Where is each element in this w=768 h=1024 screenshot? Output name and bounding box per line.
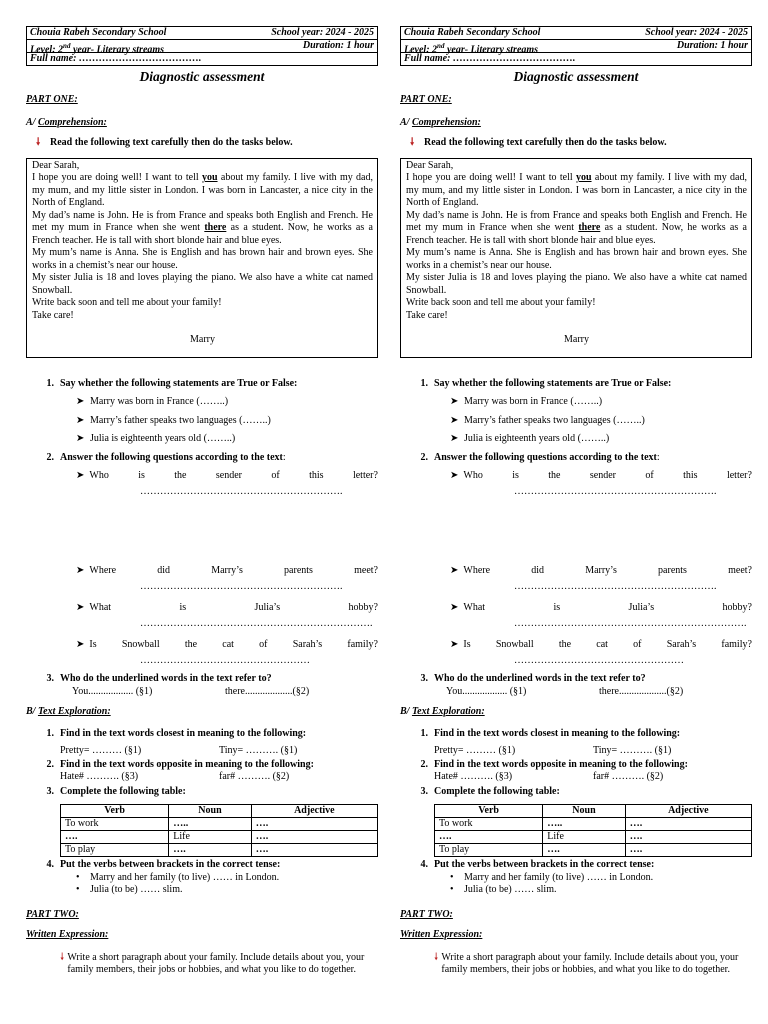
- table-row: [435, 831, 752, 844]
- table-header: Verb: [435, 805, 543, 818]
- arrow-right-icon: ➤: [76, 433, 85, 444]
- arrow-right-icon: ➤: [76, 602, 85, 613]
- question-1: 1. Say whether the following statements are True or False:: [46, 377, 298, 389]
- header-box: [400, 26, 752, 66]
- duration: Duration: 1 hour: [676, 40, 748, 51]
- part-two-heading: PART TWO:: [26, 908, 79, 920]
- school-name: Chouia Rabeh Secondary School: [404, 27, 541, 38]
- table-header: Noun: [169, 805, 251, 818]
- table-header: Noun: [543, 805, 625, 818]
- instruction: 🠗 Read the following text carefully then do the tasks below.: [410, 137, 667, 148]
- text-exploration-heading: B/ Text Exploration:: [400, 706, 485, 717]
- letter-box: Dear Sarah, I hope you are doing well! I want to tell you about my family. I live with my dad, my mum, and my little sister in London. I was born in Lancaster, a nice city in the North of England. My dad’s name is John. He is from France and speaks both English and French. He met my mum in France when she went there as a student. Now, he works as a French teacher. He is tall with short blonde hair and blue eyes. My mum’s name is Anna. She is English and has brown hair and brown eyes. She works in a chemist’s near our house. My sister Julia is 18 and loves playing the piano. We also have a white cat named Snowball. Write back soon and tell me about your family! Take care! Marry: [26, 158, 378, 358]
- list-item: • Julia (to be) …… slim.: [76, 884, 183, 895]
- question-item: ➤ Where did Marry’s parents meet?: [450, 565, 752, 576]
- table-row: [435, 844, 752, 857]
- question-1: 1. Say whether the following statements are True or False:: [420, 377, 672, 389]
- answer-line[interactable]: …………………………………………………….: [514, 580, 717, 592]
- full-name-field[interactable]: Full name: ……………………………….: [404, 53, 576, 64]
- list-item: • Marry and her family (to live) …… in London.: [450, 871, 654, 883]
- page-title: Diagnostic assessment: [139, 69, 265, 84]
- table-cell: To work: [435, 818, 543, 831]
- table-header: Verb: [61, 805, 169, 818]
- arrow-bullet-icon: 🠗: [60, 951, 65, 963]
- bullet-icon: •: [76, 884, 80, 895]
- arrow-right-icon: ➤: [76, 565, 85, 576]
- arrow-right-icon: ➤: [76, 396, 85, 407]
- arrow-bullet-icon: 🠗: [36, 137, 41, 148]
- question-item: ➤ What is Julia’s hobby?: [450, 602, 752, 613]
- statement-item: ➤ Marry was born in France (……..): [76, 396, 229, 407]
- part-one-heading: PART ONE:: [400, 94, 452, 105]
- part-two-heading: PART TWO:: [400, 908, 453, 920]
- written-expression-heading: Written Expression:: [400, 929, 483, 940]
- instruction: 🠗 Read the following text carefully then do the tasks below.: [36, 137, 293, 148]
- table-cell: To play: [435, 844, 543, 857]
- arrow-right-icon: ➤: [450, 470, 459, 481]
- arrow-bullet-icon: 🠗: [410, 137, 415, 148]
- table-cell[interactable]: ….: [435, 831, 543, 844]
- answer-line[interactable]: …………………………………………………….: [140, 485, 343, 497]
- written-expression-heading: Written Expression:: [26, 929, 109, 940]
- arrow-bullet-icon: 🠗: [434, 951, 439, 963]
- table-header: Adjective: [251, 805, 377, 818]
- word-table: [60, 804, 378, 857]
- table-cell[interactable]: ….: [625, 844, 751, 857]
- statement-item: ➤ Julia is eighteenth years old (……..): [450, 433, 610, 444]
- table-cell[interactable]: ….: [625, 818, 751, 831]
- question-item: ➤ Who is the sender of this letter?: [76, 470, 378, 481]
- answer-line[interactable]: …………………………………………………………….: [514, 617, 747, 629]
- signature: Marry: [190, 334, 215, 345]
- answer-line[interactable]: ……………………………………………: [140, 654, 310, 666]
- table-cell[interactable]: ….: [251, 818, 377, 831]
- table-cell: Life: [169, 831, 251, 844]
- arrow-right-icon: ➤: [450, 396, 459, 407]
- arrow-right-icon: ➤: [76, 414, 85, 426]
- exploration-3: 3. Complete the following table:: [420, 785, 560, 797]
- exploration-4: 4. Put the verbs between brackets in the correct tense:: [46, 859, 281, 870]
- question-item: ➤ Is Snowball the cat of Sarah’s family?: [76, 639, 378, 650]
- arrow-right-icon: ➤: [450, 602, 459, 613]
- arrow-right-icon: ➤: [76, 639, 85, 650]
- table-row: [435, 818, 752, 831]
- exploration-1: 1. Find in the text words closest in meaning to the following:: [420, 727, 681, 739]
- level: Level: 2nd year- Literary streams: [404, 42, 539, 56]
- text-exploration-heading: B/ Text Exploration:: [26, 706, 111, 717]
- exploration-2: 2. Find in the text words opposite in meaning to the following:: [46, 758, 314, 770]
- list-item: • Julia (to be) …… slim.: [450, 884, 557, 895]
- page-title: Diagnostic assessment: [513, 69, 639, 84]
- question-item: ➤ Is Snowball the cat of Sarah’s family?: [450, 639, 752, 650]
- comprehension-heading: A/ Comprehension:: [26, 116, 107, 128]
- answer-line[interactable]: …………………………………………………….: [514, 485, 717, 497]
- arrow-right-icon: ➤: [450, 414, 459, 426]
- arrow-right-icon: ➤: [450, 565, 459, 576]
- table-cell[interactable]: ….: [543, 844, 625, 857]
- exploration-3: 3. Complete the following table:: [46, 785, 186, 797]
- statement-item: ➤ Marry’s father speaks two languages (……..): [76, 414, 271, 426]
- answer-line[interactable]: ……………………………………………: [514, 654, 684, 666]
- list-item: • Marry and her family (to live) …… in London.: [76, 871, 280, 883]
- statement-item: ➤ Marry was born in France (……..): [450, 396, 603, 407]
- arrow-right-icon: ➤: [76, 470, 85, 481]
- arrow-right-icon: ➤: [450, 433, 459, 444]
- table-row: [61, 818, 378, 831]
- statement-item: ➤ Julia is eighteenth years old (……..): [76, 433, 236, 444]
- bullet-icon: •: [450, 884, 454, 895]
- bullet-icon: •: [450, 871, 454, 883]
- writing-task: 🠗 Write a short paragraph about your family. Include details about you, your family members, their jobs or hobbies, and what you like to do together.: [434, 951, 739, 975]
- table-row: [61, 831, 378, 844]
- question-2: 2. Answer the following questions according to the text:: [420, 451, 660, 463]
- statement-item: ➤ Marry’s father speaks two languages (……..): [450, 414, 645, 426]
- school-year: School year: 2024 - 2025: [271, 27, 374, 38]
- word-table: [434, 804, 752, 857]
- header-box: [26, 26, 378, 66]
- table-cell: To play: [61, 844, 169, 857]
- exam-column-right: Chouia Rabeh Secondary School School year: 2024 - 2025 Level: 2nd year- Literary streams Duration: 1 hour Full name: ………………………………. Diagnostic assessment PART ONE: A/ Comprehension: 🠗 Read the following text carefully then do the tasks below. Dear Sarah, I hope you are doing well! I want to tell you about my family. I live with my dad, my mum, and my little sister in London. I was born in Lancaster, a nice city in the North of England. My dad’s name is John. He is from France and speaks both English and French. He met my mum in France when she went there as a student. Now, he works as a French teacher. He is tall with short blonde hair and blue eyes. My mum’s name is Anna. She is English and has brown hair and brown eyes. She works in a chemist’s near our house. My sister Julia is 18 and loves playing the piano. We also have a white cat named Snowball. Write back soon and tell me about your family! Take care! Marry 1. Say whether the following statements are True or False: ➤ Marry was born in France (……..) ➤ Marry’s father speaks two languages (……..) ➤ Julia is eighteenth years old (……..) 2. Answer the following questions according to the text: ➤ Who is the sender of this letter? ……………………………………………………. ➤ Where did Marry’s parents meet? ……………………………………………………. ➤ What is Julia’s hobby? ……………………………………………………………. ➤ Is Snowball the cat of Sarah’s family? …………………………………………… 3. Who do the underlined words in the text refer to? You.................. (§1) there...................(§2) B/ Text Exploration: 1. Find in the text words closest in meaning to the following: Pretty= ……… (§1) Tiny= ………. (§1) 2. Find in the text words opposite in meaning to the following: Hate# ………. (§3) far# ………. (§2) 3. Complete the following table: Verb Noun Adjective To work ….. …. …. Life …. To play …. …. 4. Put the verbs between brackets in the correct tense: • Marry and her family (to live) …… in London. • Julia (to be) …… slim. PART TWO: Written Expression: 🠗 Write a short paragraph about your family. Include details about you, your family members, their jobs or hobbies, and what you like to do together.: [400, 27, 752, 975]
- table-cell[interactable]: ….: [61, 831, 169, 844]
- duration: Duration: 1 hour: [302, 40, 374, 51]
- exploration-1: 1. Find in the text words closest in meaning to the following:: [46, 727, 307, 739]
- question-2: 2. Answer the following questions according to the text:: [46, 451, 286, 463]
- question-3: 3. Who do the underlined words in the text refer to?: [46, 673, 272, 684]
- table-cell[interactable]: …..: [543, 818, 625, 831]
- answer-line[interactable]: …………………………………………………….: [140, 580, 343, 592]
- letter-box: Dear Sarah, I hope you are doing well! I want to tell you about my family. I live with my dad, my mum, and my little sister in London. I was born in Lancaster, a nice city in the North of England. My dad’s name is John. He is from France and speaks both English and French. He met my mum in France when she went there as a student. Now, he works as a French teacher. He is tall with short blonde hair and blue eyes. My mum’s name is Anna. She is English and has brown hair and brown eyes. She works in a chemist’s near our house. My sister Julia is 18 and loves playing the piano. We also have a white cat named Snowball. Write back soon and tell me about your family! Take care! Marry: [400, 158, 752, 358]
- arrow-right-icon: ➤: [450, 639, 459, 650]
- table-cell[interactable]: …..: [169, 818, 251, 831]
- part-one-heading: PART ONE:: [26, 94, 78, 105]
- question-3: 3. Who do the underlined words in the text refer to?: [420, 673, 646, 684]
- exam-column-left: Chouia Rabeh Secondary School School year: 2024 - 2025 Level: 2nd year- Literary streams Duration: 1 hour Full name: ………………………………. Diagnostic assessment PART ONE: A/ Comprehension: 🠗 Read the following text carefully then do the tasks below. Dear Sarah, I hope you are doing well! I want to tell you about my family. I live with my dad, my mum, and my little sister in London. I was born in Lancaster, a nice city in the North of England. My dad’s name is John. He is from France and speaks both English and French. He met my mum in France when she went there as a student. Now, he works as a French teacher. He is tall with short blonde hair and blue eyes. My mum’s name is Anna. She is English and has brown hair and brown eyes. She works in a chemist’s near our house. My sister Julia is 18 and loves playing the piano. We also have a white cat named Snowball. Write back soon and tell me about your family! Take care! Marry 1. Say whether the following statements are True or False: ➤ Marry was born in France (……..) ➤ Marry’s father speaks two languages (……..) ➤ Julia is eighteenth years old (……..) 2. Answer the following questions according to the text: ➤ Who is the sender of this letter? ……………………………………………………. ➤ Where did Marry’s parents meet? ……………………………………………………. ➤ What is Julia’s hobby? ……………………………………………………………. ➤ Is Snowball the cat of Sarah’s family? …………………………………………… 3. Who do the underlined words in the text refer to? You.................. (§1) there...................(§2) B/ Text Exploration: 1. Find in the text words closest in meaning to the following: Pretty= ……… (§1) Tiny= ………. (§1) 2. Find in the text words opposite in meaning to the following: Hate# ………. (§3) far# ………. (§2) 3. Complete the following table: Verb Noun Adjective To work ….. …. …. Life …. To play …. …. 4. Put the verbs between brackets in the correct tense: • Marry and her family (to live) …… in London. • Julia (to be) …… slim. PART TWO: Written Expression: 🠗 Write a short paragraph about your family. Include details about you, your family members, their jobs or hobbies, and what you like to do together.: [26, 27, 378, 975]
- table-cell[interactable]: ….: [625, 831, 751, 844]
- answer-line[interactable]: …………………………………………………………….: [140, 617, 373, 629]
- table-cell: To work: [61, 818, 169, 831]
- bullet-icon: •: [76, 871, 80, 883]
- table-cell: Life: [543, 831, 625, 844]
- school-name: Chouia Rabeh Secondary School: [30, 27, 167, 38]
- table-cell[interactable]: ….: [169, 844, 251, 857]
- level: Level: 2nd year- Literary streams: [30, 42, 165, 56]
- school-year: School year: 2024 - 2025: [645, 27, 748, 38]
- comprehension-heading: A/ Comprehension:: [400, 116, 481, 128]
- table-cell[interactable]: ….: [251, 844, 377, 857]
- exploration-4: 4. Put the verbs between brackets in the correct tense:: [420, 859, 655, 870]
- signature: Marry: [564, 334, 589, 345]
- question-item: ➤ Who is the sender of this letter?: [450, 470, 752, 481]
- table-row: [61, 844, 378, 857]
- exploration-2: 2. Find in the text words opposite in meaning to the following:: [420, 758, 688, 770]
- question-item: ➤ What is Julia’s hobby?: [76, 602, 378, 613]
- table-cell[interactable]: ….: [251, 831, 377, 844]
- writing-task: 🠗 Write a short paragraph about your family. Include details about you, your family members, their jobs or hobbies, and what you like to do together.: [60, 951, 365, 975]
- question-item: ➤ Where did Marry’s parents meet?: [76, 565, 378, 576]
- table-header: Adjective: [625, 805, 751, 818]
- full-name-field[interactable]: Full name: ……………………………….: [30, 53, 202, 64]
